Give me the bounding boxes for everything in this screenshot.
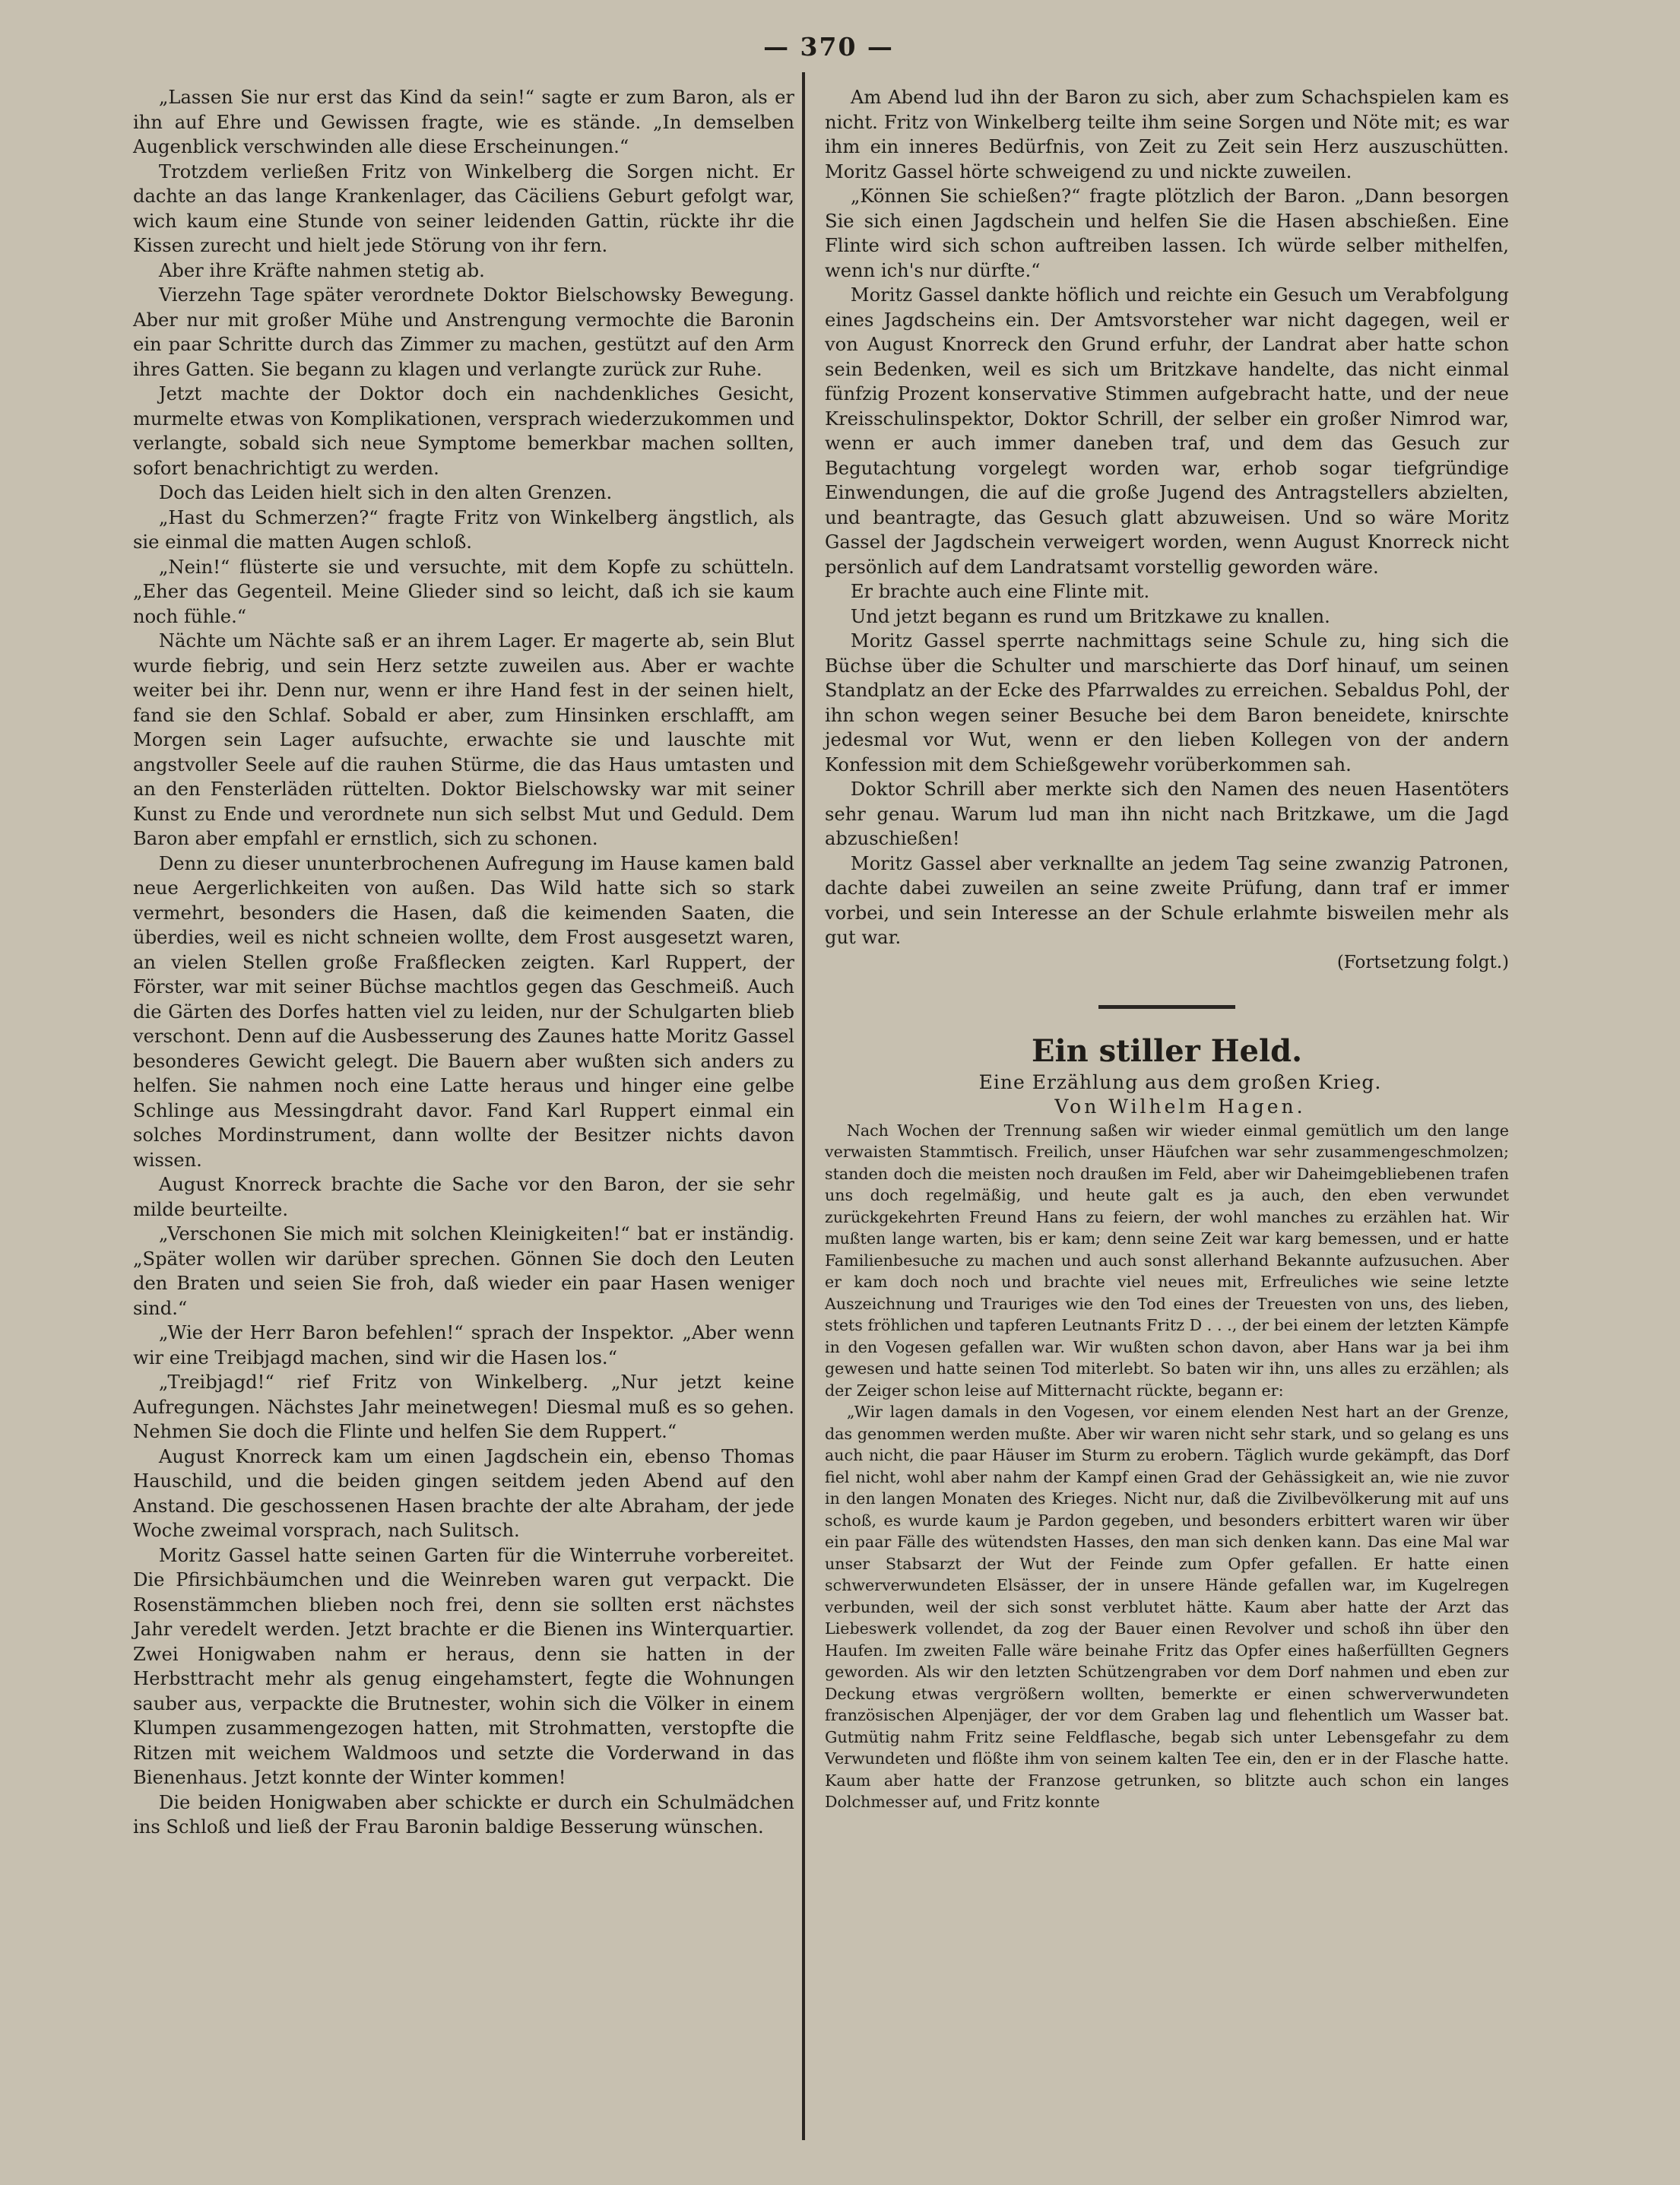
paragraph: Die beiden Honigwaben aber schickte er durch ein Schulmädchen ins Schloß und ließ der Frau Baronin baldige Besserung wünschen. <box>133 1791 794 1838</box>
paragraph: Am Abend lud ihn der Baron zu sich, aber zum Schachspielen kam es nicht. Fritz von Winkelberg teilte ihm seine Sorgen und Nöte mit; es war ihm ein inneres Bedürfnis, von Zeit zu Zeit sein Herz auszuschütten. Moritz Gassel hörte schweigend zu und nickte zuweilen. <box>825 87 1509 182</box>
story-author: Von Wilhelm Hagen. <box>1054 1096 1306 1118</box>
paragraph: „Wir lagen damals in den Vogesen, vor einem elenden Nest hart an der Grenze, das genommen werden mußte. Aber wir waren nicht sehr stark, und so gelang es uns auch nicht, die paar Häuser im Sturm zu erobern. Täglich wurde gekämpft, das Dorf fiel nicht, wohl aber nahm der Kampf einen Grad der Gehässigkeit an, wie nie zuvor in den langen Monaten des Krieges. Nicht nur, daß die Zivilbevölkerung mit auf uns schoß, es wurde kaum je Pardon gegeben, und besonders erbittert waren wir über ein paar Fälle des wütendsten Hasses, den man sich denken kann. Das eine Mal war unser Stabsarzt der Wut der Feinde zum Opfer gefallen. Er hatte einen schwerverwundeten Elsässer, der in unsere Hände gefallen war, im Kugelregen verbunden, weil der sich sonst verblutet hätte. Kaum aber hatte der Arzt das Liebeswerk vollendet, da zog der Bauer einen Revolver und schoß ihn über den Haufen. Im zweiten Falle wäre beinahe Fritz das Opfer eines haßerfüllten Gegners geworden. Als wir den letzten Schützengraben vor dem Dorf nahmen und eben zur Deckung etwas vergrößern wollten, bemerkte er einen schwerverwundeten französischen Alpenjäger, der vor dem Graben lag und flehentlich um Wasser bat. Gutmütig nahm Fritz seine Feldflasche, begab sich unter Lebensgefahr zu dem Verwundeten und flößte ihm von seinem kalten Tee ein, den er in der Flasche hatte. Kaum aber hatte der Franzose getrunken, so blitzte auch schon ein langes Dolchmesser auf, und Fritz konnte <box>825 1403 1509 1811</box>
left-column <box>133 85 794 1840</box>
paragraph: Denn zu dieser ununterbrochenen Aufregung im Hause kamen bald neue Aergerlichkeiten von außen. Das Wild hatte sich so stark vermehrt, besonders die Hasen, daß die keimenden Saaten, die überdies, weil es nicht schneien wollte, dem Frost ausgesetzt waren, an vielen Stellen große Fraßflecken zeigten. Karl Ruppert, der Förster, war mit seiner Büchse machtlos gegen das Geschmeiß. Auch die Gärten des Dorfes hatten viel zu leiden, nur der Schulgarten blieb verschont. Denn auf die Ausbesserung des Zaunes hatte Moritz Gassel besonderes Gewicht gelegt. Die Bauern aber wußten sich anders zu helfen. Sie nahmen noch eine Latte heraus und hinger eine gelbe Schlinge aus Messingdraht davor. Fand Karl Ruppert einmal ein solches Mordinstrument, dann wollte der Besitzer nichts davon wissen. <box>133 852 794 1171</box>
paragraph: August Knorreck brachte die Sache vor den Baron, der sie sehr milde beurteilte. <box>133 1174 794 1220</box>
story-body <box>825 1120 1509 1813</box>
paragraph: Er brachte auch eine Flinte mit. <box>850 581 1150 602</box>
paragraph: Moritz Gassel aber verknallte an jedem Tag seine zwanzig Patronen, dachte dabei zuweilen an seine zweite Prüfung, dann traf er immer vorbei, und sein Interesse an der Schule erlahmte bisweilen mehr als gut war. <box>825 852 1509 948</box>
column-divider <box>802 72 805 2140</box>
paragraph: Trotzdem verließen Fritz von Winkelberg die Sorgen nicht. Er dachte an das lange Krankenlager, das Cäciliens Geburt gefolgt war, wich kaum eine Stunde von seiner leidenden Gattin, rückte ihr die Kissen zurecht und hielt jede Störung von ihr fern. <box>133 160 794 256</box>
paragraph: Nach Wochen der Trennung saßen wir wieder einmal gemütlich um den lange verwaisten Stammtisch. Freilich, unser Häufchen war sehr zusammengeschmolzen; standen doch die meisten noch draußen im Feld, aber wir Daheimgebliebenen trafen uns doch regelmäßig, und heute galt es ja auch, den eben verwundet zurückgekehrten Freund Hans zu feiern, der wohl manches zu erzählen hat. Wir mußten lange warten, bis er kam; denn seine Zeit war karg bemessen, und er hatte Familienbesuche zu machen und auch sonst allerhand Bekannte aufzusuchen. Aber er kam doch noch und brachte viel neues mit, Erfreuliches wie seine letzte Auszeichnung und Trauriges wie den Tod eines der Treuesten von uns, des lieben, stets fröhlichen und tapferen Leutnants Fritz D . . ., der bei einem der letzten Kämpfe in den Vogesen gefallen war. Wir wußten schon davon, aber Hans war ja bei ihm gewesen und hatte seinen Tod miterlebt. So baten wir ihn, uns alles zu erzählen; als der Zeiger schon leise auf Mitternacht rückte, begann er: <box>825 1121 1509 1400</box>
paragraph: Doktor Schrill aber merkte sich den Namen des neuen Hasentöters sehr genau. Warum lud man ihn nicht nach Britzkawe, um die Jagd abzuschießen! <box>825 779 1509 849</box>
story-subtitle: Eine Erzählung aus dem großen Krieg. <box>978 1070 1382 1093</box>
paragraph: „Hast du Schmerzen?“ fragte Fritz von Winkelberg ängstlich, als sie einmal die matten Augen schloß. <box>133 506 794 553</box>
paragraph: Aber ihre Kräfte nahmen stetig ab. <box>158 259 485 281</box>
paragraph: „Lassen Sie nur erst das Kind da sein!“ sagte er zum Baron, als er ihn auf Ehre und Gewissen fragte, wie es stände. „In demselben Augenblick verschwinden alle diese Erscheinungen.“ <box>133 87 794 157</box>
novel-continuation <box>825 85 1509 950</box>
paragraph: Jetzt machte der Doktor doch ein nachdenkliches Gesicht, murmelte etwas von Komplikationen, versprach wiederzukommen und verlangte, sobald sich neue Symptome bemerkbar machen sollten, sofort benachrichtigt zu werden. <box>133 383 794 479</box>
paragraph: Und jetzt begann es rund um Britzkawe zu knallen. <box>850 605 1330 627</box>
paragraph: „Können Sie schießen?“ fragte plötzlich der Baron. „Dann besorgen Sie sich einen Jagdschein und helfen Sie die Hasen abschießen. Eine Flinte wird sich schon auftreiben lassen. Ich würde selber mithelfen, wenn ich's nur dürfte.“ <box>825 186 1509 281</box>
paragraph: „Nein!“ flüsterte sie und versuchte, mit dem Kopfe zu schütteln. „Eher das Gegenteil. Meine Glieder sind so leicht, daß ich sie kaum noch fühle.“ <box>133 556 794 627</box>
paragraph: „Verschonen Sie mich mit solchen Kleinigkeiten!“ bat er inständig. „Später wollen wir darüber sprechen. Gönnen Sie doch den Leuten den Braten und seien Sie froh, daß wieder ein paar Hasen weniger sind.“ <box>133 1223 794 1319</box>
paragraph: Moritz Gassel hatte seinen Garten für die Winterruhe vorbereitet. Die Pfirsichbäumchen und die Weinreben waren gut verpackt. Die Rosenstämmchen blieben noch frei, denn sie sollten erst nächstes Jahr veredelt werden. Jetzt brachte er die Bienen ins Winterquartier. Zwei Honigwaben nahm er heraus, denn sie hatten in der Herbsttracht mehr als genug eingehamstert, fegte die Wohnungen sauber aus, verpackte die Brutnester, wohin sich die Völker in einem Klumpen zusammengezogen hatten, mit Strohmatten, verstopfte die Ritzen mit weichem Waldmoos und setzte die Vorderwand in das Bienenhaus. Jetzt konnte der Winter kommen! <box>133 1544 794 1788</box>
paragraph: Doch das Leiden hielt sich in den alten Grenzen. <box>158 482 613 503</box>
story-title: Ein stiller Held. <box>1031 1033 1303 1069</box>
paragraph: Moritz Gassel dankte höflich und reichte ein Gesuch um Verabfolgung eines Jagdscheins ein. Der Amtsvorsteher war nicht dagegen, weil er von August Knorreck den Grund erfuhr, der Landrat aber hatte schon sein Bedenken, weil es sich um Britzkave handelte, das nicht einmal fünfzig Prozent konservative Stimmen aufgebracht hatte, und der neue Kreisschulinspektor, Doktor Schrill, der selber ein großer Nimrod war, wenn er auch immer daneben traf, und dem das Gesuch zur Begutachtung vorgelegt worden war, erhob sogar tiefgründige Einwendungen, die auf die große Jugend des Antragstellers abzielten, und beantragte, das Gesuch glatt abzuweisen. Und so wäre Moritz Gassel der Jagdschein verweigert worden, wenn August Knorreck nicht persönlich auf dem Landratsamt vorstellig geworden wäre. <box>825 284 1509 578</box>
paragraph: Nächte um Nächte saß er an ihrem Lager. Er magerte ab, sein Blut wurde fiebrig, und sein Herz setzte zuweilen aus. Aber er wachte weiter bei ihr. Denn nur, wenn er ihre Hand fest in der seinen hielt, fand sie den Schlaf. Sobald er aber, zum Hinsinken erschlafft, am Morgen sein Lager aufsuchte, erwachte sie und lauschte mit angstvoller Seele auf die rauhen Stürme, die das Haus umtasten und an den Fensterläden rüttelten. Doktor Bielschowsky war mit seiner Kunst zu Ende und verordnete nun sich selbst Mut und Geduld. Dem Baron aber empfahl er ernstlich, sich zu schonen. <box>133 630 794 849</box>
paragraph: Vierzehn Tage später verordnete Doktor Bielschowsky Bewegung. Aber nur mit großer Mühe und Anstrengung vermochte die Baronin ein paar Schritte durch das Zimmer zu machen, gestützt auf den Arm ihres Gatten. Sie begann zu klagen und verlangte zurück zur Ruhe. <box>133 284 794 380</box>
page-number: — 370 — <box>763 32 894 62</box>
paragraph: Moritz Gassel sperrte nachmittags seine Schule zu, hing sich die Büchse über die Schulter und marschierte das Dorf hinauf, um seinen Standplatz an der Ecke des Pfarrwaldes zu erreichen. Sebaldus Pohl, der ihn schon wegen seiner Besuche bei dem Baron beneidete, knirschte jedesmal vor Wut, wenn er den lieben Kollegen von der andern Konfession mit dem Schießgewehr vorüberkommen sah. <box>825 630 1509 775</box>
right-column <box>825 85 1509 1813</box>
paragraph: „Wie der Herr Baron befehlen!“ sprach der Inspektor. „Aber wenn wir eine Treibjagd machen, sind wir die Hasen los.“ <box>133 1322 794 1368</box>
continuation-note: (Fortsetzung folgt.) <box>1336 952 1509 972</box>
paragraph: „Treibjagd!“ rief Fritz von Winkelberg. „Nur jetzt keine Aufregungen. Nächstes Jahr meinetwegen! Diesmal muß es so gehen. Nehmen Sie doch die Flinte und helfen Sie dem Ruppert.“ <box>133 1372 794 1442</box>
section-separator <box>1098 1005 1235 1009</box>
paragraph: August Knorreck kam um einen Jagdschein ein, ebenso Thomas Hauschild, und die beiden gingen seitdem jeden Abend auf den Anstand. Die geschossenen Hasen brachte der alte Abraham, der jede Woche zweimal vorsprach, nach Sulitsch. <box>133 1445 794 1541</box>
